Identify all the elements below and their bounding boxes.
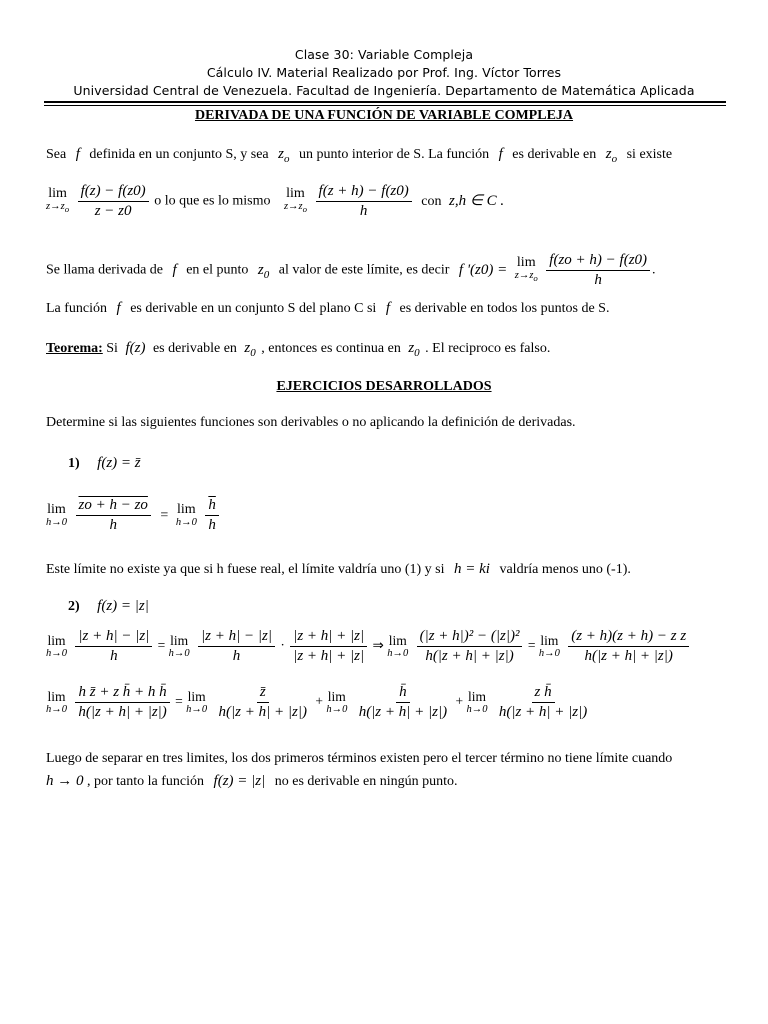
header-rule-thin xyxy=(44,105,726,106)
header-line-3: Universidad Central de Venezuela. Facultad de Ingeniería. Departamento de Matemática Aplicada xyxy=(73,83,695,98)
theorem: Teorema: Si f(z) es derivable en $z_0$ , entonces es continua en $z_0$ . El reciproco es falso. xyxy=(46,340,551,359)
exercises-title: EJERCICIOS DESARROLLADOS xyxy=(276,379,492,394)
exercise-1-heading: 1) f(z) = z̄ xyxy=(68,455,141,471)
set-definition: La función f es derivable en un conjunto S del plano C si f es derivable en todos los puntos de S. xyxy=(46,300,610,316)
exercise-2-row-1: lim h→0 $\frac{|z + h| - |z|}{h}$ = lim h→0 $\frac{|z + h| - |z|}{h}$ · $\frac{|z + h| + |z|}{|z + h| + |z|}$ ⇒ lim h→0 $\frac{\text{(|z + h|)² − (|z|)²}}{h(|z + h| + |z|)}$ = lim h→0 $\frac{\text{(z + h)(z + h) − z z}}{h(|z + h| + |z|)}$ xyxy=(46,628,691,665)
section-title: DERIVADA DE UNA FUNCIÓN DE VARIABLE COMPLEJA xyxy=(194,108,574,123)
exercise-2-heading: 2) f(z) = |z| xyxy=(68,598,149,614)
instructions: Determine si las siguientes funciones son derivables o no aplicando la definición de derivadas. xyxy=(46,415,576,430)
header-line-1: Clase 30: Variable Compleja xyxy=(294,47,474,62)
intro-line: Sea f definida en un conjunto S, y sea $z_o$ un punto interior de S. La función f es derivable en $z_o$ si existe xyxy=(46,146,673,165)
exercise-2-row-2: lim h→0 $\frac{\text{h z̄ + z h̄ + h h̄}}{h(|z + h| + |z|)}$ = lim h→0 $\frac{z̄}{h(|z + h| + |z|)}$ + lim h→0 $\frac{h̄}{h(|z + h| + |z|)}$ + lim h→0 $\frac{\text{z h̄}}{h(|z + h| + |z|)}$ xyxy=(46,684,588,720)
exercise-2-conclusion-1: Luego de separar en tres limites, los dos primeros términos existen pero el tercer término no tiene límite cuando xyxy=(46,751,673,766)
derivative-definition: Se llama derivada de f en el punto $z_0$ al valor de este límite, es decir f '(z0) = lim $z\to z_o$ $\frac{f(zo + h) - f(z0)}{h}$ . xyxy=(46,252,656,288)
header-line-2: Cálculo IV. Material Realizado por Prof. Ing. Víctor Torres xyxy=(206,65,562,80)
exercise-1-limit: lim h→0 $\frac{zo + h - zo}{h}$ = lim h→0 $\frac{\overline{h}}{h}$ xyxy=(46,497,221,534)
header-rule-thick xyxy=(44,101,726,103)
exercise-2-conclusion-2: h → 0 , por tanto la función f(z) = |z| no es derivable en ningún punto. xyxy=(46,773,458,789)
limit-definition: lim $z\to z_o$ $\frac{f(z) - f(z0)}{z - z0}$ o lo que es lo mismo lim $z\to z_o$ $\frac{f(z + h) - f(z0)}{h}$ con z,h ∈ C . xyxy=(46,183,505,219)
exercise-1-comment: Este límite no existe ya que si h fuese real, el límite valdría uno (1) y si h = ki valdría menos uno (-1). xyxy=(46,561,631,577)
